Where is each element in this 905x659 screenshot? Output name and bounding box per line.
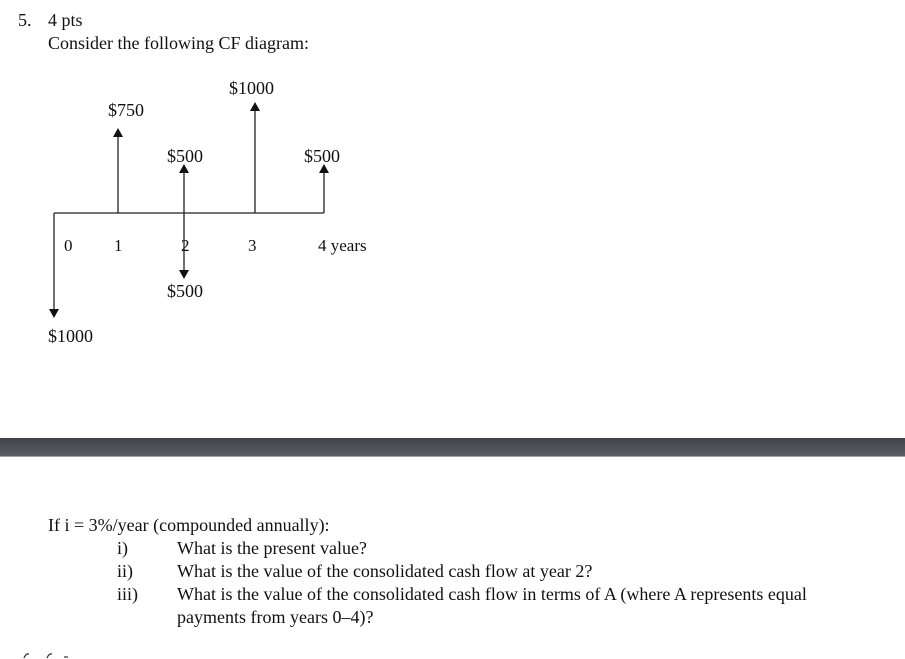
page-break-line [0,456,905,457]
problem-number: 5. [18,10,32,30]
problem-points: 4 pts [48,10,83,30]
arrowhead-y0-down [49,309,59,318]
question-num-1: i) [117,538,128,558]
question-text-3: What is the value of the consolidated cash flow in terms of A (where A represents equal [177,584,807,604]
question-intro: If i = 3%/year (compounded annually): [48,515,330,535]
question-text-3-continued: payments from years 0–4)? [177,607,374,627]
flow-label-y1-up: $750 [108,100,144,120]
question-num-3: iii) [117,584,138,604]
question-num-2: ii) [117,561,133,581]
time-label-4-years: 4 years [318,236,367,255]
clipped-text-fragment [0,652,120,659]
flow-label-y2-down: $500 [167,281,203,301]
time-label-0: 0 [64,236,73,255]
time-label-2: 2 [181,236,190,255]
time-label-3: 3 [248,236,257,255]
arrowhead-y3-up [250,102,260,111]
question-text-1: What is the present value? [177,538,367,558]
question-text-2: What is the value of the consolidated cash flow at year 2? [177,561,593,581]
flow-label-y4-up: $500 [304,146,340,166]
problem-prompt: Consider the following CF diagram: [48,33,309,53]
page-break-bar [0,438,905,456]
arrowhead-y1-up [113,128,123,137]
time-label-1: 1 [114,236,123,255]
flow-label-y3-up: $1000 [229,78,274,98]
flow-label-y0-down: $1000 [48,326,93,346]
arrowhead-y2-down [179,270,189,279]
flow-label-y2-up: $500 [167,146,203,166]
